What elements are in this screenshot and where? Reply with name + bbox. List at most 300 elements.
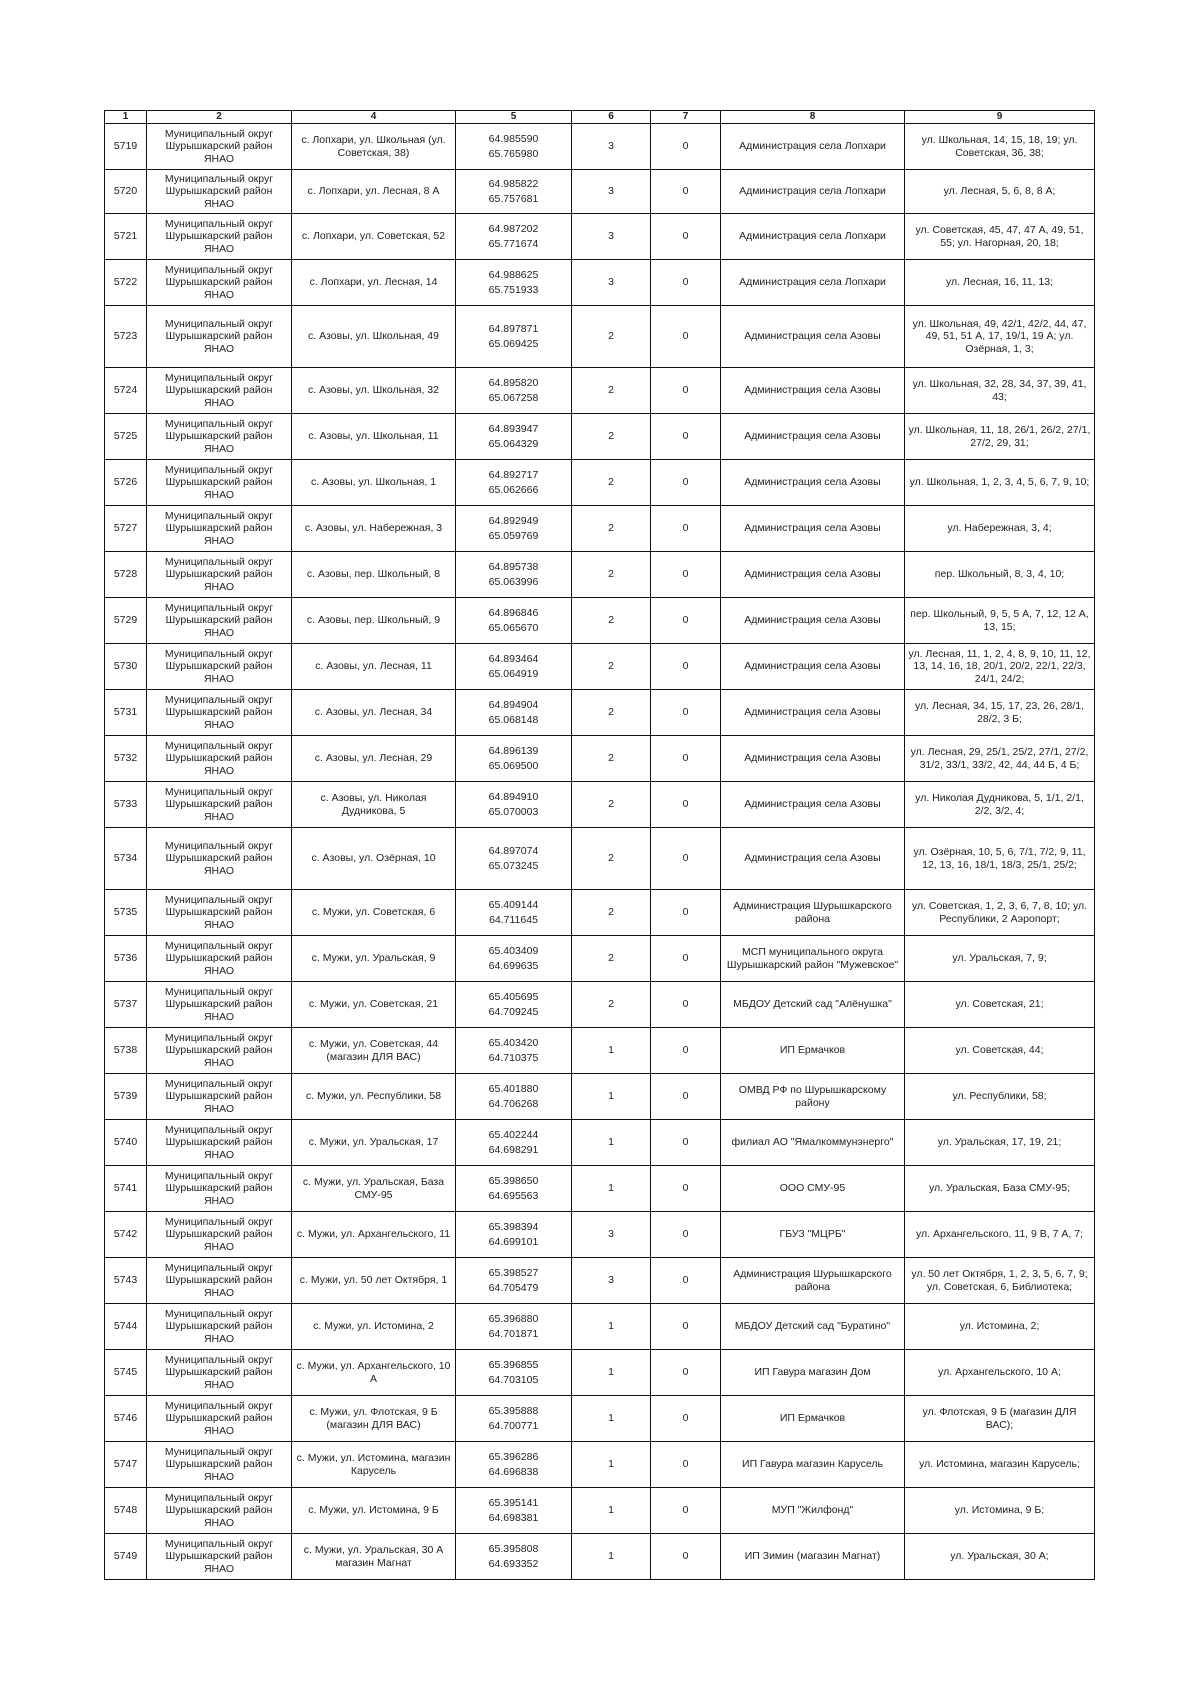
cell-served: ул. Лесная, 16, 11, 13;	[905, 260, 1095, 306]
cell-district: Муниципальный округ Шурышкарский район ЯНАО	[147, 982, 292, 1028]
cell-col7: 0	[651, 936, 721, 982]
cell-id: 5735	[105, 890, 147, 936]
cell-col7: 0	[651, 124, 721, 170]
cell-address: с. Азовы, ул. Лесная, 11	[292, 644, 456, 690]
cell-coordinates	[456, 782, 572, 828]
cell-served: ул. Уральская, 17, 19, 21;	[905, 1120, 1095, 1166]
coord-lon: 64.699101	[488, 1235, 539, 1248]
coord-lon: 65.765980	[488, 147, 539, 160]
table-row	[105, 828, 1095, 890]
cell-owner: ИП Зимин (магазин Магнат)	[721, 1534, 905, 1580]
cell-col6: 1	[572, 1442, 651, 1488]
cell-coordinates	[456, 1350, 572, 1396]
cell-address: с. Лопхари, ул. Советская, 52	[292, 214, 456, 260]
cell-id: 5733	[105, 782, 147, 828]
cell-owner: ООО СМУ-95	[721, 1166, 905, 1212]
coord-lat: 64.892717	[488, 469, 539, 482]
table-row	[105, 1258, 1095, 1304]
coord-lat: 65.398394	[488, 1221, 539, 1234]
cell-id: 5728	[105, 552, 147, 598]
cell-district: Муниципальный округ Шурышкарский район ЯНАО	[147, 1304, 292, 1350]
cell-served: ул. Набережная, 3, 4;	[905, 506, 1095, 552]
cell-col6: 2	[572, 936, 651, 982]
table-row	[105, 1074, 1095, 1120]
cell-col7: 0	[651, 782, 721, 828]
cell-col6: 2	[572, 552, 651, 598]
cell-col6: 2	[572, 506, 651, 552]
cell-address: с. Азовы, ул. Озёрная, 10	[292, 828, 456, 890]
cell-owner: Администрация села Азовы	[721, 306, 905, 368]
coord-lat: 65.395808	[488, 1543, 539, 1556]
cell-col6: 2	[572, 414, 651, 460]
cell-served: ул. Советская, 45, 47, 47 А, 49, 51, 55; ул. Нагорная, 20, 18;	[905, 214, 1095, 260]
coord-lat: 64.894910	[488, 791, 539, 804]
cell-district: Муниципальный округ Шурышкарский район ЯНАО	[147, 460, 292, 506]
cell-owner: Администрация села Азовы	[721, 828, 905, 890]
cell-owner: Администрация села Азовы	[721, 690, 905, 736]
cell-district: Муниципальный округ Шурышкарский район ЯНАО	[147, 1258, 292, 1304]
cell-col6: 2	[572, 690, 651, 736]
cell-col7: 0	[651, 1028, 721, 1074]
cell-col7: 0	[651, 1396, 721, 1442]
coord-lon: 65.062666	[488, 483, 539, 496]
cell-address: с. Мужи, ул. Уральская, 9	[292, 936, 456, 982]
table-row	[105, 552, 1095, 598]
cell-district: Муниципальный округ Шурышкарский район ЯНАО	[147, 214, 292, 260]
coord-lat: 64.895820	[488, 377, 539, 390]
cell-district: Муниципальный округ Шурышкарский район ЯНАО	[147, 368, 292, 414]
cell-coordinates	[456, 1442, 572, 1488]
cell-col7: 0	[651, 1534, 721, 1580]
cell-owner: ИП Гавура магазин Карусель	[721, 1442, 905, 1488]
cell-address: с. Мужи, ул. Уральская, 30 А магазин Магнат	[292, 1534, 456, 1580]
coord-lat: 65.396855	[488, 1359, 539, 1372]
cell-served: пер. Школьный, 9, 5, 5 А, 7, 12, 12 А, 13, 15;	[905, 598, 1095, 644]
coord-lon: 64.706268	[488, 1097, 539, 1110]
cell-coordinates	[456, 170, 572, 214]
cell-owner: Администрация села Азовы	[721, 460, 905, 506]
table-row	[105, 1120, 1095, 1166]
coord-lon: 65.070003	[488, 805, 539, 818]
coord-lat: 64.897074	[488, 845, 539, 858]
cell-id: 5732	[105, 736, 147, 782]
cell-coordinates	[456, 1488, 572, 1534]
cell-owner: Администрация села Лопхари	[721, 260, 905, 306]
table-row	[105, 260, 1095, 306]
table-row	[105, 460, 1095, 506]
cell-id: 5723	[105, 306, 147, 368]
cell-coordinates	[456, 1534, 572, 1580]
cell-col7: 0	[651, 1166, 721, 1212]
cell-coordinates	[456, 214, 572, 260]
cell-col7: 0	[651, 1488, 721, 1534]
cell-served: ул. Озёрная, 10, 5, 6, 7/1, 7/2, 9, 11, 12, 13, 16, 18/1, 18/3, 25/1, 25/2;	[905, 828, 1095, 890]
cell-coordinates	[456, 1396, 572, 1442]
cell-served: ул. Школьная, 1, 2, 3, 4, 5, 6, 7, 9, 10;	[905, 460, 1095, 506]
cell-served: ул. Школьная, 32, 28, 34, 37, 39, 41, 43;	[905, 368, 1095, 414]
cell-col7: 0	[651, 1350, 721, 1396]
coord-lat: 65.409144	[488, 899, 539, 912]
table-row	[105, 1166, 1095, 1212]
cell-id: 5749	[105, 1534, 147, 1580]
cell-owner: ИП Гавура магазин Дом	[721, 1350, 905, 1396]
coord-lon: 64.700771	[488, 1419, 539, 1432]
cell-address: с. Азовы, ул. Школьная, 1	[292, 460, 456, 506]
cell-address: с. Мужи, ул. Истомина, 2	[292, 1304, 456, 1350]
cell-col6: 1	[572, 1074, 651, 1120]
cell-owner: МСП муниципального округа Шурышкарский район "Мужевское"	[721, 936, 905, 982]
table-row	[105, 1534, 1095, 1580]
cell-coordinates	[456, 936, 572, 982]
cell-col6: 1	[572, 1534, 651, 1580]
cell-district: Муниципальный округ Шурышкарский район ЯНАО	[147, 170, 292, 214]
cell-served: пер. Школьный, 8, 3, 4, 10;	[905, 552, 1095, 598]
cell-coordinates	[456, 368, 572, 414]
coord-lon: 64.695563	[488, 1189, 539, 1202]
cell-district: Муниципальный округ Шурышкарский район ЯНАО	[147, 1074, 292, 1120]
coord-lon: 64.698381	[488, 1511, 539, 1524]
coord-lon: 65.065670	[488, 621, 539, 634]
coord-lat: 65.403420	[488, 1037, 539, 1050]
cell-col7: 0	[651, 260, 721, 306]
coord-lon: 65.063996	[488, 575, 539, 588]
cell-served: ул. Лесная, 34, 15, 17, 23, 26, 28/1, 28/2, 3 Б;	[905, 690, 1095, 736]
cell-owner: Администрация села Азовы	[721, 598, 905, 644]
header-col-8: 8	[721, 111, 905, 124]
cell-owner: Администрация села Лопхари	[721, 124, 905, 170]
cell-address: с. Азовы, ул. Школьная, 49	[292, 306, 456, 368]
cell-col6: 3	[572, 214, 651, 260]
cell-served: ул. Школьная, 14, 15, 18, 19; ул. Советская, 36, 38;	[905, 124, 1095, 170]
table-row	[105, 306, 1095, 368]
coord-lon: 65.064919	[488, 667, 539, 680]
cell-owner: Администрация села Азовы	[721, 782, 905, 828]
cell-id: 5734	[105, 828, 147, 890]
cell-id: 5741	[105, 1166, 147, 1212]
cell-address: с. Мужи, ул. Советская, 6	[292, 890, 456, 936]
cell-col7: 0	[651, 368, 721, 414]
cell-owner: Администрация села Лопхари	[721, 170, 905, 214]
cell-district: Муниципальный округ Шурышкарский район ЯНАО	[147, 690, 292, 736]
table-row	[105, 170, 1095, 214]
cell-served: ул. Истомина, магазин Карусель;	[905, 1442, 1095, 1488]
cell-served: ул. Республики, 58;	[905, 1074, 1095, 1120]
cell-address: с. Азовы, ул. Школьная, 11	[292, 414, 456, 460]
cell-id: 5724	[105, 368, 147, 414]
coord-lat: 65.395141	[488, 1497, 539, 1510]
cell-col7: 0	[651, 214, 721, 260]
header-col-5: 5	[456, 111, 572, 124]
cell-address: с. Мужи, ул. Уральская, База СМУ-95	[292, 1166, 456, 1212]
coord-lon: 65.068148	[488, 713, 539, 726]
cell-col6: 1	[572, 1488, 651, 1534]
cell-id: 5720	[105, 170, 147, 214]
table-row	[105, 1304, 1095, 1350]
cell-district: Муниципальный округ Шурышкарский район ЯНАО	[147, 1212, 292, 1258]
cell-district: Муниципальный округ Шурышкарский район ЯНАО	[147, 1028, 292, 1074]
cell-owner: ГБУЗ "МЦРБ"	[721, 1212, 905, 1258]
coord-lat: 64.985590	[488, 133, 539, 146]
cell-col7: 0	[651, 460, 721, 506]
coord-lat: 65.405695	[488, 991, 539, 1004]
cell-address: с. Азовы, ул. Лесная, 34	[292, 690, 456, 736]
cell-id: 5747	[105, 1442, 147, 1488]
cell-owner: Администрация села Лопхари	[721, 214, 905, 260]
cell-owner: Администрация Шурышкарского района	[721, 1258, 905, 1304]
cell-coordinates	[456, 1212, 572, 1258]
cell-served: ул. Николая Дудникова, 5, 1/1, 2/1, 2/2, 3/2, 4;	[905, 782, 1095, 828]
coord-lon: 64.711645	[489, 913, 538, 926]
coord-lat: 65.401880	[488, 1083, 539, 1096]
cell-address: с. Мужи, ул. Архангельского, 10 А	[292, 1350, 456, 1396]
cell-id: 5748	[105, 1488, 147, 1534]
header-col-6: 6	[572, 111, 651, 124]
coord-lat: 64.893464	[488, 653, 539, 666]
coord-lat: 65.395888	[488, 1405, 539, 1418]
cell-address: с. Лопхари, ул. Лесная, 8 А	[292, 170, 456, 214]
cell-id: 5737	[105, 982, 147, 1028]
cell-col7: 0	[651, 890, 721, 936]
cell-id: 5746	[105, 1396, 147, 1442]
cell-id: 5719	[105, 124, 147, 170]
cell-coordinates	[456, 1258, 572, 1304]
coord-lat: 65.402244	[488, 1129, 539, 1142]
cell-address: с. Мужи, ул. Советская, 44 (магазин ДЛЯ ВАС)	[292, 1028, 456, 1074]
cell-district: Муниципальный округ Шурышкарский район ЯНАО	[147, 306, 292, 368]
cell-district: Муниципальный округ Шурышкарский район ЯНАО	[147, 782, 292, 828]
cell-id: 5745	[105, 1350, 147, 1396]
coord-lon: 65.771674	[488, 237, 539, 250]
cell-district: Муниципальный округ Шурышкарский район ЯНАО	[147, 1488, 292, 1534]
registry-table	[104, 110, 1095, 1580]
coord-lat: 64.897871	[488, 323, 539, 336]
coord-lon: 65.067258	[488, 391, 539, 404]
table-row	[105, 1350, 1095, 1396]
cell-id: 5729	[105, 598, 147, 644]
cell-district: Муниципальный округ Шурышкарский район ЯНАО	[147, 598, 292, 644]
cell-id: 5740	[105, 1120, 147, 1166]
cell-id: 5731	[105, 690, 147, 736]
cell-col7: 0	[651, 306, 721, 368]
coord-lon: 64.701871	[488, 1327, 539, 1340]
cell-col7: 0	[651, 1442, 721, 1488]
table-row	[105, 506, 1095, 552]
table-row	[105, 214, 1095, 260]
cell-district: Муниципальный округ Шурышкарский район ЯНАО	[147, 890, 292, 936]
cell-col6: 2	[572, 460, 651, 506]
cell-id: 5738	[105, 1028, 147, 1074]
cell-served: ул. Лесная, 5, 6, 8, 8 А;	[905, 170, 1095, 214]
table-row	[105, 736, 1095, 782]
cell-address: с. Мужи, ул. Флотская, 9 Б (магазин ДЛЯ ВАС)	[292, 1396, 456, 1442]
cell-coordinates	[456, 414, 572, 460]
coord-lat: 64.896846	[488, 607, 539, 620]
cell-address: с. Мужи, ул. Уральская, 17	[292, 1120, 456, 1166]
cell-id: 5743	[105, 1258, 147, 1304]
cell-coordinates	[456, 124, 572, 170]
header-col-7: 7	[651, 111, 721, 124]
cell-coordinates	[456, 1166, 572, 1212]
cell-col7: 0	[651, 1304, 721, 1350]
cell-served: ул. Лесная, 11, 1, 2, 4, 8, 9, 10, 11, 12, 13, 14, 16, 18, 20/1, 20/2, 22/1, 22/3, 24/1, 24/2;	[905, 644, 1095, 690]
table-row	[105, 782, 1095, 828]
cell-col6: 2	[572, 644, 651, 690]
coord-lat: 64.987202	[488, 223, 539, 236]
coord-lon: 64.699635	[488, 959, 539, 972]
cell-owner: ОМВД РФ по Шурышкарскому району	[721, 1074, 905, 1120]
header-row	[105, 111, 1095, 124]
cell-col6: 2	[572, 982, 651, 1028]
cell-col6: 2	[572, 828, 651, 890]
cell-col6: 2	[572, 736, 651, 782]
cell-owner: МБДОУ Детский сад "Алёнушка"	[721, 982, 905, 1028]
coord-lon: 65.059769	[488, 529, 539, 542]
coord-lat: 64.892949	[488, 515, 539, 528]
cell-col6: 1	[572, 1396, 651, 1442]
cell-id: 5744	[105, 1304, 147, 1350]
coord-lat: 65.396880	[488, 1313, 539, 1326]
cell-coordinates	[456, 552, 572, 598]
cell-coordinates	[456, 982, 572, 1028]
cell-owner: ИП Ермачков	[721, 1396, 905, 1442]
cell-owner: Администрация села Азовы	[721, 506, 905, 552]
cell-col6: 1	[572, 1166, 651, 1212]
coord-lon: 64.703105	[488, 1373, 539, 1386]
table-row	[105, 890, 1095, 936]
cell-district: Муниципальный округ Шурышкарский район ЯНАО	[147, 1396, 292, 1442]
cell-col6: 1	[572, 1350, 651, 1396]
coord-lat: 64.894904	[488, 699, 539, 712]
cell-col6: 2	[572, 598, 651, 644]
cell-coordinates	[456, 828, 572, 890]
cell-served: ул. Уральская, База СМУ-95;	[905, 1166, 1095, 1212]
cell-coordinates	[456, 1028, 572, 1074]
coord-lat: 64.893947	[488, 423, 539, 436]
cell-served: ул. Лесная, 29, 25/1, 25/2, 27/1, 27/2, 31/2, 33/1, 33/2, 42, 44, 44 Б, 4 Б;	[905, 736, 1095, 782]
cell-owner: Администрация Шурышкарского района	[721, 890, 905, 936]
cell-served: ул. 50 лет Октября, 1, 2, 3, 5, 6, 7, 9; ул. Советская, 6, Библиотека;	[905, 1258, 1095, 1304]
cell-owner: Администрация села Азовы	[721, 414, 905, 460]
cell-col7: 0	[651, 1212, 721, 1258]
cell-served: ул. Школьная, 11, 18, 26/1, 26/2, 27/1, 27/2, 29, 31;	[905, 414, 1095, 460]
cell-address: с. Азовы, ул. Школьная, 32	[292, 368, 456, 414]
cell-coordinates	[456, 460, 572, 506]
cell-col7: 0	[651, 736, 721, 782]
cell-owner: Администрация села Азовы	[721, 736, 905, 782]
cell-col7: 0	[651, 414, 721, 460]
table-row	[105, 982, 1095, 1028]
table-row	[105, 598, 1095, 644]
coord-lat: 65.403409	[488, 945, 539, 958]
cell-district: Муниципальный округ Шурышкарский район ЯНАО	[147, 1166, 292, 1212]
cell-col6: 1	[572, 1120, 651, 1166]
cell-coordinates	[456, 736, 572, 782]
coord-lat: 64.895738	[488, 561, 539, 574]
table-row	[105, 644, 1095, 690]
table-row	[105, 1028, 1095, 1074]
cell-col6: 3	[572, 170, 651, 214]
table-row	[105, 690, 1095, 736]
table-body	[105, 124, 1095, 1580]
cell-served: ул. Советская, 44;	[905, 1028, 1095, 1074]
cell-col6: 2	[572, 890, 651, 936]
cell-address: с. Мужи, ул. Архангельского, 11	[292, 1212, 456, 1258]
cell-owner: Администрация села Азовы	[721, 552, 905, 598]
cell-address: с. Мужи, ул. Истомина, магазин Карусель	[292, 1442, 456, 1488]
cell-district: Муниципальный округ Шурышкарский район ЯНАО	[147, 1534, 292, 1580]
cell-address: с. Азовы, пер. Школьный, 8	[292, 552, 456, 598]
cell-owner: Администрация села Азовы	[721, 644, 905, 690]
cell-coordinates	[456, 1304, 572, 1350]
cell-district: Муниципальный округ Шурышкарский район ЯНАО	[147, 260, 292, 306]
cell-district: Муниципальный округ Шурышкарский район ЯНАО	[147, 1350, 292, 1396]
cell-col6: 2	[572, 306, 651, 368]
cell-col6: 2	[572, 782, 651, 828]
table-row	[105, 1212, 1095, 1258]
cell-address: с. Азовы, ул. Лесная, 29	[292, 736, 456, 782]
cell-district: Муниципальный округ Шурышкарский район ЯНАО	[147, 414, 292, 460]
cell-district: Муниципальный округ Шурышкарский район ЯНАО	[147, 736, 292, 782]
cell-coordinates	[456, 306, 572, 368]
cell-col7: 0	[651, 598, 721, 644]
cell-col6: 3	[572, 260, 651, 306]
coord-lat: 64.988625	[488, 269, 539, 282]
cell-coordinates	[456, 598, 572, 644]
coord-lon: 65.069500	[488, 759, 539, 772]
coord-lon: 65.751933	[488, 283, 539, 296]
cell-district: Муниципальный округ Шурышкарский район ЯНАО	[147, 1442, 292, 1488]
coord-lon: 65.757681	[488, 192, 539, 205]
cell-id: 5726	[105, 460, 147, 506]
coord-lon: 65.064329	[488, 437, 539, 450]
cell-address: с. Лопхари, ул. Школьная (ул. Советская, 38)	[292, 124, 456, 170]
header-col-4: 4	[292, 111, 456, 124]
coord-lat: 65.396286	[488, 1451, 539, 1464]
cell-col7: 0	[651, 1120, 721, 1166]
cell-served: ул. Истомина, 9 Б;	[905, 1488, 1095, 1534]
table-row	[105, 1396, 1095, 1442]
cell-coordinates	[456, 1120, 572, 1166]
cell-owner: МБДОУ Детский сад "Буратино"	[721, 1304, 905, 1350]
table-row	[105, 1488, 1095, 1534]
cell-col6: 2	[572, 368, 651, 414]
cell-coordinates	[456, 260, 572, 306]
cell-col7: 0	[651, 1258, 721, 1304]
cell-col7: 0	[651, 644, 721, 690]
cell-district: Муниципальный округ Шурышкарский район ЯНАО	[147, 644, 292, 690]
cell-owner: Администрация села Азовы	[721, 368, 905, 414]
cell-id: 5739	[105, 1074, 147, 1120]
table-row	[105, 124, 1095, 170]
cell-coordinates	[456, 1074, 572, 1120]
cell-district: Муниципальный округ Шурышкарский район ЯНАО	[147, 1120, 292, 1166]
cell-address: с. Лопхари, ул. Лесная, 14	[292, 260, 456, 306]
cell-id: 5736	[105, 936, 147, 982]
coord-lat: 64.985822	[488, 178, 539, 191]
cell-served: ул. Архангельского, 10 А;	[905, 1350, 1095, 1396]
cell-owner: МУП "Жилфонд"	[721, 1488, 905, 1534]
coord-lon: 64.696838	[488, 1465, 539, 1478]
cell-served: ул. Школьная, 49, 42/1, 42/2, 44, 47, 49, 51, 51 А, 17, 19/1, 19 А; ул. Озёрная, 1, 3;	[905, 306, 1095, 368]
cell-served: ул. Советская, 21;	[905, 982, 1095, 1028]
cell-served: ул. Уральская, 30 А;	[905, 1534, 1095, 1580]
cell-coordinates	[456, 890, 572, 936]
cell-col7: 0	[651, 690, 721, 736]
cell-id: 5722	[105, 260, 147, 306]
cell-id: 5727	[105, 506, 147, 552]
coord-lon: 64.698291	[488, 1143, 539, 1156]
coord-lat: 65.398650	[488, 1175, 539, 1188]
